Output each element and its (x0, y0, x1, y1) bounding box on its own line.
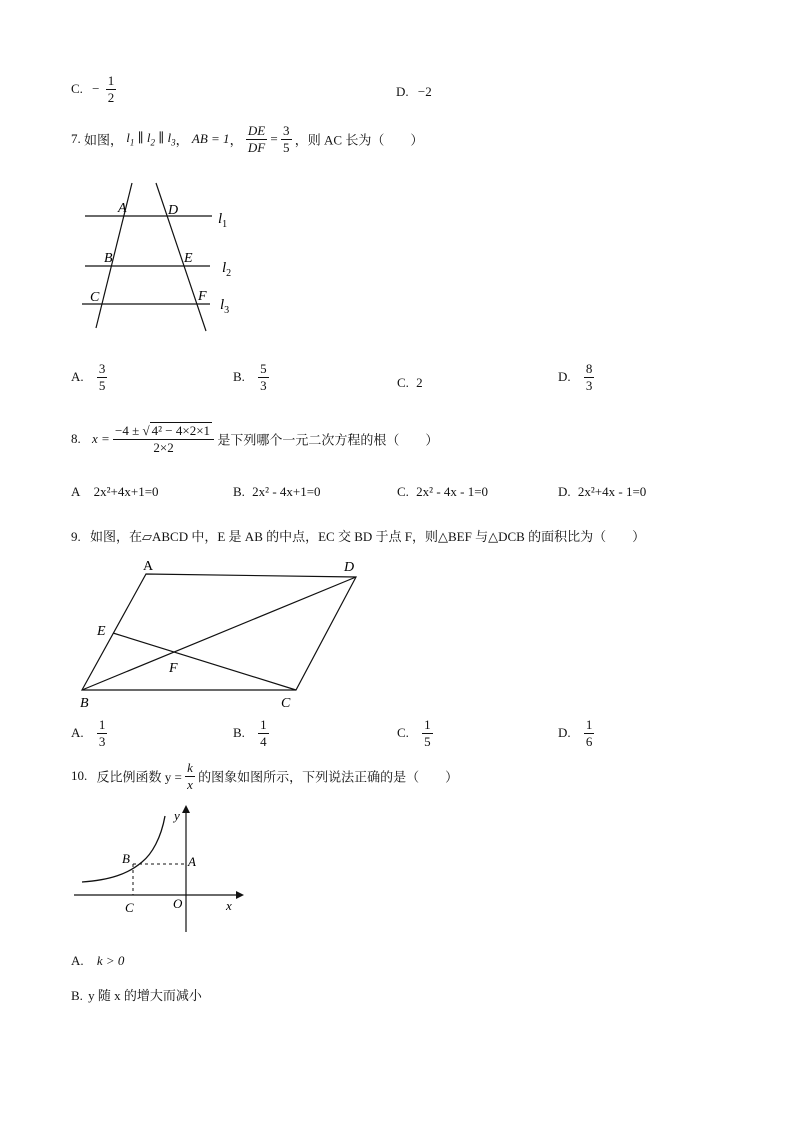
formula-numerator: −4 ± √ 4² − 4×2×1 (113, 424, 214, 440)
question-7-option-d (558, 362, 594, 392)
label-a: A (188, 854, 196, 869)
question-number: 10. (71, 768, 88, 784)
option-label: A. (71, 369, 84, 385)
question-9-option-b (233, 718, 269, 748)
question-text: 的图象如图所示，下列说法正确的是（ ） (198, 769, 459, 785)
fraction-denominator: x (187, 776, 193, 792)
parallel-relation: $l_1$ ∥ $l_2$ ∥ $l_3$ (126, 130, 176, 148)
ratio-value-fraction (281, 124, 292, 154)
question-9-option-c (397, 718, 433, 748)
prev-option-d (396, 84, 432, 100)
fraction-denominator: 2 (107, 89, 115, 105)
fraction-denominator: 3 (260, 377, 267, 393)
option-label: A. (71, 953, 84, 968)
label-l3: $l_3$ (220, 297, 230, 316)
question-8-option-a (71, 484, 159, 500)
option-label: B. (233, 369, 245, 385)
question-9-option-a (71, 718, 107, 748)
fraction (422, 718, 433, 748)
formula-radicand: 4² − 4×2×1 (151, 423, 211, 438)
formula-numerator-prefix: −4 ± (115, 423, 143, 438)
label-l2: $l_2$ (222, 260, 232, 279)
question-text: 如图， (84, 132, 124, 148)
label-e: E (97, 624, 106, 639)
question-8-stem (71, 424, 438, 454)
fraction-denominator: 5 (98, 377, 106, 393)
option-sign: − (92, 81, 100, 97)
fraction (97, 362, 108, 392)
option-label: D. (396, 84, 409, 99)
option-label: B. (71, 988, 83, 1003)
label-d: D (344, 560, 355, 575)
question-9-option-d (558, 718, 594, 748)
segment-ec (113, 633, 296, 690)
quadratic-formula (113, 424, 214, 454)
fraction-denominator: DF (247, 139, 266, 155)
question-number: 9. (71, 529, 81, 544)
label-o: O (173, 896, 183, 911)
fraction (97, 718, 108, 748)
question-8-option-d (558, 484, 646, 500)
given-ab: AB = 1 (191, 131, 230, 147)
option-label: C. (71, 81, 83, 97)
question-number: 7. (71, 131, 81, 147)
option-label: A (71, 484, 81, 499)
transversal-ac (96, 183, 132, 328)
option-value: 2x²+4x+1=0 (93, 484, 159, 499)
label-c: C (90, 290, 100, 305)
option-label: B. (233, 725, 245, 741)
option-label: A. (71, 725, 84, 741)
fraction (584, 362, 595, 392)
label-f: F (198, 289, 207, 304)
question-7-figure (70, 178, 250, 338)
label-c: C (125, 900, 134, 915)
question-text: 如图，在▱ABCD 中，E 是 AB 的中点，EC 交 BD 于点 F，则△BEF 与△DCB 的面积比为（ ） (90, 529, 646, 544)
label-a: A (143, 559, 154, 574)
label-f: F (169, 661, 178, 676)
label-d: D (168, 203, 179, 218)
option-value: 2x² - 4x - 1=0 (416, 484, 489, 499)
question-text: 是下列哪个一元二次方程的根（ ） (217, 432, 439, 448)
label-x: x (226, 898, 232, 913)
option-value: 2 (416, 375, 423, 390)
y-axis-arrow (182, 805, 190, 813)
fraction-k-over-x (185, 761, 195, 791)
question-10-option-a (71, 953, 124, 969)
fraction-numerator: 1 (107, 73, 115, 88)
fraction-numerator: 5 (260, 361, 267, 376)
label-y: y (174, 808, 180, 823)
fraction-numerator: 1 (260, 717, 267, 732)
fraction-denominator: 4 (260, 733, 267, 749)
fraction-numerator: 1 (424, 717, 431, 732)
question-number: 8. (71, 431, 81, 447)
fraction-numerator: 3 (98, 361, 106, 376)
question-10-figure (70, 802, 245, 937)
option-label: C. (397, 375, 409, 390)
option-value: 2x²+4x - 1=0 (577, 484, 647, 499)
label-e: E (184, 251, 193, 266)
label-b: B (122, 851, 130, 866)
fraction-numerator: 1 (585, 717, 593, 732)
fraction-denominator: 6 (585, 733, 593, 749)
question-10-option-b (71, 985, 202, 1004)
fraction-denominator: 5 (424, 733, 431, 749)
label-l1: $l_1$ (218, 211, 228, 230)
question-9-stem (71, 526, 645, 545)
label-c: C (281, 696, 291, 711)
option-label: C. (397, 484, 409, 499)
fraction (584, 718, 595, 748)
label-b: B (104, 251, 113, 266)
fraction-denominator: 3 (98, 733, 106, 749)
question-7-option-b (233, 362, 269, 392)
prev-option-c (71, 74, 116, 104)
fraction-numerator: 3 (283, 123, 290, 138)
question-8-option-c (397, 484, 488, 500)
question-text: 反比例函数 y = (96, 769, 182, 785)
fraction-denominator: 5 (283, 139, 290, 155)
question-10-stem (71, 761, 458, 791)
option-value: y 随 x 的增大而减小 (88, 988, 202, 1003)
ratio-fraction (246, 124, 267, 154)
question-7-option-c (397, 375, 423, 391)
question-7-option-a (71, 362, 107, 392)
fraction-numerator: k (187, 760, 193, 775)
fraction-numerator: 1 (98, 717, 106, 732)
option-label: D. (558, 725, 571, 741)
formula-left: x = (92, 431, 110, 447)
option-label: C. (397, 725, 409, 741)
fraction-numerator: 8 (585, 361, 593, 376)
option-label: D. (558, 369, 571, 385)
diagonal-bd (82, 577, 356, 690)
option-value: 2x² - 4x+1=0 (252, 484, 321, 499)
fraction (106, 74, 117, 104)
question-text: ，则 AC 长为（ ） (294, 132, 424, 148)
fraction-numerator: DE (247, 123, 266, 138)
fraction (258, 362, 269, 392)
fraction (258, 718, 269, 748)
transversal-df (156, 183, 206, 331)
x-axis-arrow (236, 891, 244, 899)
question-7-stem: 7. 如图， $l_1$ ∥ $l_2$ ∥ $l_3$， AB = 1， $\frac{DE}{DF}$ = $\frac{3}{5}$ ，则 AC 长为（ ） (71, 123, 424, 155)
hyperbola-branch (82, 816, 165, 882)
option-value: k > 0 (96, 953, 125, 968)
fraction-denominator: 3 (585, 377, 593, 393)
option-label: B. (233, 484, 245, 499)
label-a: A (118, 201, 127, 216)
question-8-option-b (233, 484, 321, 500)
label-b: B (80, 696, 89, 711)
option-label: D. (558, 484, 571, 499)
question-9-figure (70, 554, 370, 714)
formula-denominator: 2×2 (153, 439, 174, 455)
option-value: −2 (417, 84, 432, 99)
